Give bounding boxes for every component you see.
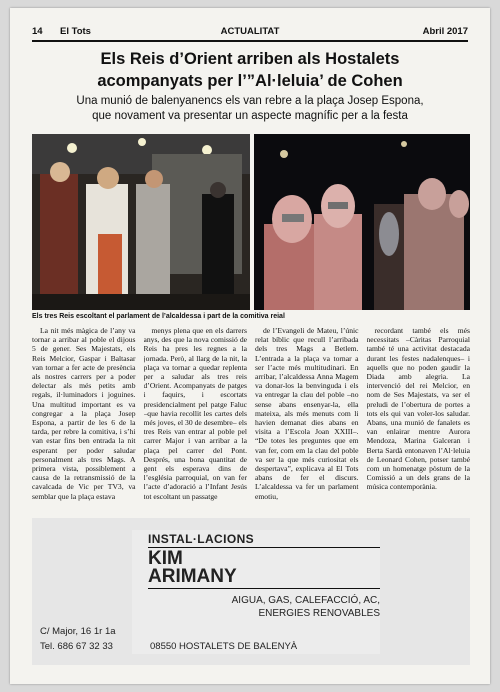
photo-royal-entourage bbox=[254, 134, 470, 310]
ad-company-type: INSTAL·LACIONS bbox=[148, 532, 255, 546]
column-text: menys plena que en els darrers anys, des que la nova comissió de Reis ha pres les regnes a la jornada. Però, al llarg de la nit, la plaça va tornar a quedar replenta per a saludar als tres reis d’Orient. Acompanyats de patges i faquirs, i escortats presidencialment pel patge Faluc –que havia recollit les cartes dels més joves, el 30 de desembre– els tres Reis van entrar al poble pel carrer Major i van arribar a la plaça pel carrer del Pont. Després, una bona quantitat de gent els esperava dins de l’església parroquial, on van fer l’acte d’adoració a l’Infant Jesús tot escoltant un passatge bbox=[143, 326, 247, 501]
ad-phone: Tel. 686 67 32 33 bbox=[40, 641, 113, 652]
ad-company-name-last: ARIMANY bbox=[148, 566, 237, 587]
newspaper-page bbox=[10, 8, 490, 684]
article-subtitle bbox=[32, 94, 468, 124]
column-text: recordant també els més necessitats –Càritas Parroquial també té una activitat destacada durant les festes nadalenques– i aquells que no poden gaudir la Diada amb alegria. La intervenció del rei Melcior, en nom de Ses Majestats, va ser el preludi de l’obertura de portes a tots els qui van voler-los saludar. Abans, una munió de fanalets es van enlairar mentre Aurora Mendoza, Marina Galceran i Berta Sardà entonaven l’Al·leluia de Leonard Cohen, potser també com un homenatge pòstum de la Comissió a un dels grans de la música contemporània. bbox=[366, 326, 470, 492]
subtitle-line-1: Una munió de balenyanencs els van rebre a la plaça Josep Espona, bbox=[76, 95, 424, 107]
section-name: ACTUALITAT bbox=[220, 26, 280, 37]
ad-services-line-1: AIGUA, GAS, CALEFACCIÓ, AC, bbox=[231, 595, 380, 606]
article-column bbox=[367, 326, 471, 501]
article-title bbox=[32, 48, 468, 92]
ad-postal-address: 08550 HOSTALETS DE BALENYÀ bbox=[150, 641, 298, 652]
header-rule bbox=[32, 40, 468, 42]
title-line-2: acompanyats per l’”Al·leluia’ de Cohen bbox=[97, 72, 403, 90]
column-text: La nit més màgica de l’any va tornar a arribar al poble el dijous 5 de gener. Ses Majestats, els Reis Melcior, Gaspar i Baltasar van tornar a fer acte de presència als nostres carrers per a poder delectar als més petits amb regals, il·luminadors i joguines. Una multitud important es va congregar a la plaça Josep Espona, a partir de les 6 de la tarda, per rebre la comitiva, i s’hi van estar fins ben entrada la nit esperant per poder saludar personalment als tres Mags. A primera vista, possiblement a causa de la retransmissió de la cavalcada de Vic per TV3, va semblar que la plaça estava bbox=[32, 326, 136, 501]
page-header bbox=[32, 26, 468, 38]
article-column bbox=[144, 326, 248, 501]
advertisement-kim-arimany bbox=[32, 518, 470, 665]
article-column bbox=[255, 326, 359, 501]
photo-three-kings bbox=[32, 134, 250, 310]
ad-services-line-2: ENERGIES RENOVABLES bbox=[258, 608, 380, 619]
title-line-1: Els Reis d’Orient arriben als Hostalets bbox=[100, 50, 400, 68]
photo-caption: Els tres Reis escoltant el parlament de l’alcaldessa i part de la comitiva reial bbox=[32, 313, 285, 320]
article-body bbox=[32, 326, 470, 501]
column-text: de l’Evangeli de Mateu, l’únic relat bíblic que recull l’arribada dels tres Mags a Betlem. L’entrada a la plaça va tornar a ser l’acte més multitudinari. En arribar, l’alcaldessa Anna Magem va donar-los la benvinguda i els va entregar la clau del poble –no sense abans ensenyar-la, ella mateixa, als més menuts com li havien demanat dies abans en visita a l’Escola Joan XXIII–. “De totes les preguntes que em van fer, com em la clau del poble va ser la que més curiositat els despertava”, explicava al El Tots abans de fer el discurs. L’alcaldessa va fer un parlament emotiu, bbox=[255, 326, 359, 501]
publication-name: El Tots bbox=[60, 26, 91, 37]
page-number: 14 bbox=[32, 26, 43, 37]
ad-divider bbox=[148, 588, 380, 589]
subtitle-line-2: que novament va presentar un aspecte magnífic per a la festa bbox=[92, 110, 408, 122]
ad-address: C/ Major, 16 1r 1a bbox=[40, 626, 116, 637]
issue-date: Abril 2017 bbox=[422, 26, 468, 37]
article-column bbox=[32, 326, 136, 501]
ad-company-name-first: KIM bbox=[148, 548, 183, 569]
